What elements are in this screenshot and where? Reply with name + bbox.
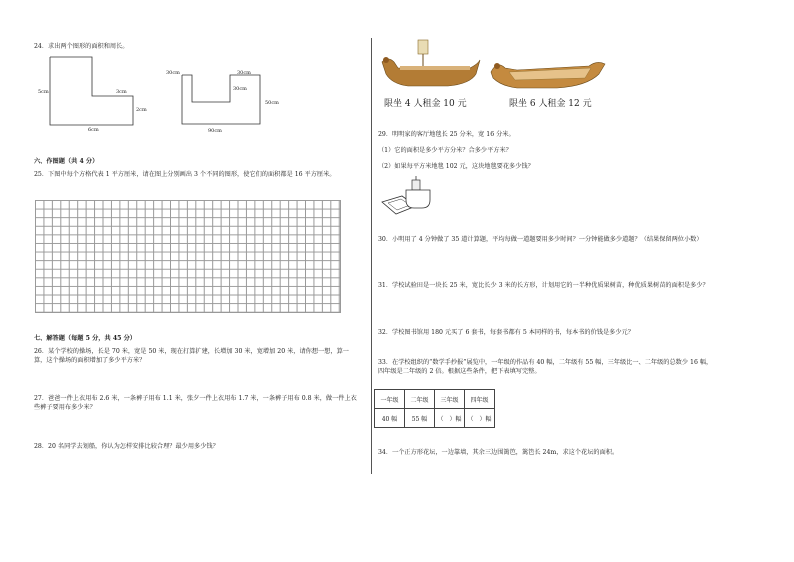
table-cell: 55 幅: [405, 409, 435, 428]
fig2-right-label: 50cm: [265, 100, 279, 106]
fig2-bottom-label: 90cm: [208, 128, 222, 134]
grade-works-table: [374, 389, 495, 428]
table-cell: 40 幅: [375, 409, 405, 428]
q26-text: 26．某个学校的操场，长是 70 米，宽是 50 米，现在打算扩建，长增加 30 米，宽增加 20 米，请你想一想，算一算，这个操场的面积增加了多少平方米？: [34, 348, 349, 364]
q29-text: 29．明明家的客厅地毯长 25 分米，宽 16 分米。: [378, 131, 515, 138]
fig2-mid-label: 30cm: [233, 86, 247, 92]
table-cell: 一年级: [375, 390, 405, 409]
boat-1-image: [378, 38, 483, 93]
table-cell: 四年级: [465, 390, 495, 409]
fig2-tl-label: 30cm: [166, 70, 180, 76]
table-cell: 三年级: [435, 390, 465, 409]
answer-cell-grade-4[interactable]: （ ）幅: [465, 409, 495, 428]
q28-text: 28．20 名同学去划船，你认为怎样安排比较合理？最少用多少钱？: [34, 443, 219, 450]
table-header-row: [375, 390, 495, 409]
boat-2-caption: 限坐 6 人租金 12 元: [509, 99, 592, 109]
figure-1: [30, 52, 160, 137]
q29-part-2: （2）如果每平方米地毯 102 元，这块地毯要花多少钱？: [378, 163, 534, 170]
section-7-heading: 七、解答题（每题 5 分，共 45 分）: [34, 335, 136, 342]
q24-text: 24．求出两个图形的面积和周长。: [34, 43, 129, 50]
fig1-right-label: 2cm: [136, 107, 147, 113]
q34-text: 34．一个正方形花坛，一边靠墙，其余三边围篱笆，篱笆长 24m，求这个花坛的面积。: [378, 449, 619, 456]
answer-cell-grade-3[interactable]: （ ）幅: [435, 409, 465, 428]
q29-part-1: （1）它的面积是多少平方分米？合多少平方米？: [378, 147, 512, 154]
boat-2-image: [487, 50, 612, 95]
section-6-heading: 六、作图题（共 4 分）: [34, 158, 99, 165]
square-grid[interactable]: [35, 200, 341, 313]
q25-text: 25．下图中每个方格代表 1 平方厘米，请在图上分别画出 3 个不同的图形，使它们的面积都是 16 平方厘米。: [34, 171, 336, 178]
fig2-tr-label: 30cm: [237, 70, 251, 76]
q32-text: 32．学校图书馆用 180 元买了 6 套书，每套书都有 5 本同样的书，每本书的价钱是多少元？: [378, 329, 634, 336]
carpet-cleaner-image: [378, 172, 438, 217]
q27-text: 27．爸爸一件上衣用布 2.6 米，一条裤子用布 1.1 米，张夕一件上衣用布 1.7 米，一条裤子用布 0.8 米，做一件上衣些裤子要用布多少米？: [34, 395, 357, 411]
table-row: [375, 409, 495, 428]
fig1-bottom-label: 6cm: [88, 127, 99, 133]
fig1-mid-label: 3cm: [116, 89, 127, 95]
q33-text: 33．在学校组织的“数学手抄报”展览中，一年级的作品有 40 幅，二年级有 55 幅，三年级比一、二年级的总数少 16 幅，四年级是二年级的 2 倍。根据这些条件，把下表填写完整。: [378, 359, 713, 375]
column-divider: [371, 38, 372, 474]
fig1-left-label: 5cm: [38, 89, 49, 95]
q31-text: 31．学校试验田是一块长 25 米，宽比长少 3 米的长方形，计划用它的一半种优质果树苗，种优质果树苗的面积是多少？: [378, 282, 709, 289]
q30-text: 30．小明用了 4 分钟做了 35 道计算题，平均每做一道题要用多少时间？一分钟能做多少道题？（结果保留两位小数）: [378, 236, 703, 243]
table-cell: 二年级: [405, 390, 435, 409]
boat-1-caption: 限坐 4 人租金 10 元: [384, 99, 467, 109]
